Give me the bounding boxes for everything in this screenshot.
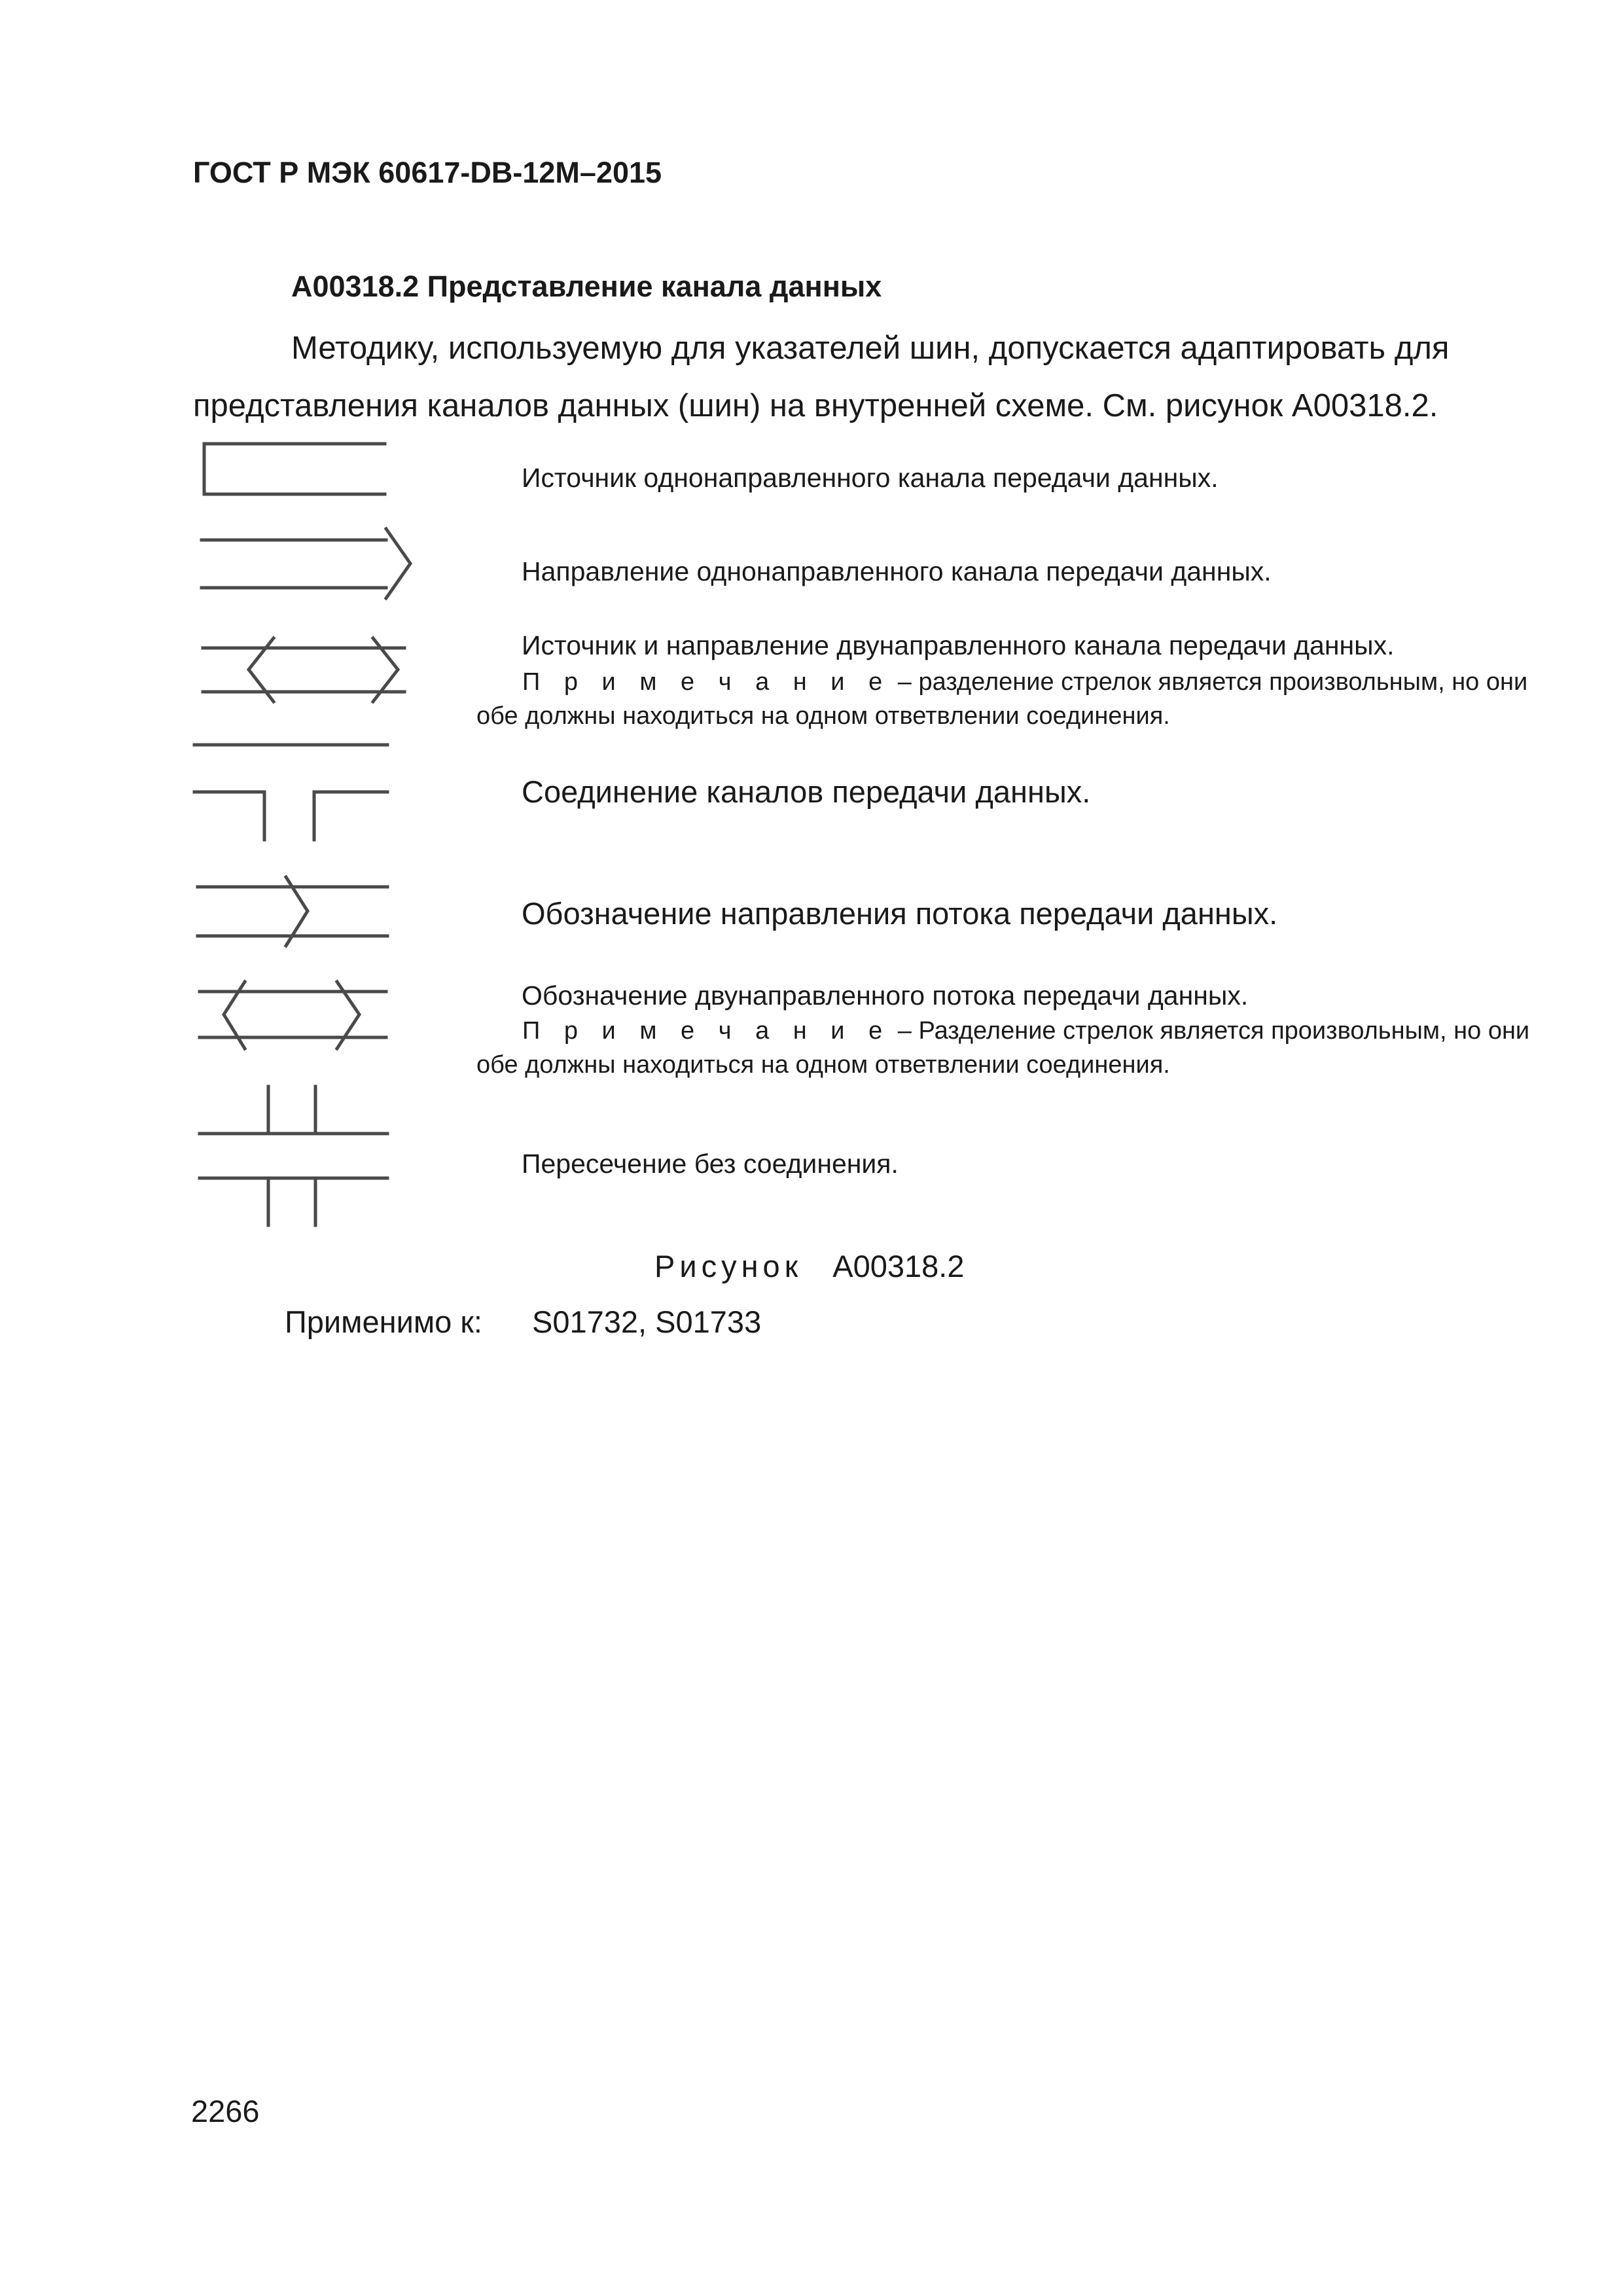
symbol-note-6: [476, 1014, 1530, 1082]
symbol-description-5: Обозначение направления потока передачи данных.: [522, 896, 1278, 931]
note-label: П р и м е ч а н и е: [522, 668, 891, 696]
figure-caption-word: Рисунок: [654, 1249, 803, 1283]
symbol-description-4: Соединение каналов передачи данных.: [522, 774, 1091, 809]
note-text-continuation: обе должны находиться на одном ответвлении соединения.: [476, 1051, 1170, 1079]
symbol-description-6: Обозначение двунаправленного потока передачи данных.: [522, 980, 1249, 1011]
note-label: П р и м е ч а н и е: [522, 1017, 891, 1045]
symbol-description-3: Источник и направление двунаправленного канала передачи данных.: [522, 630, 1395, 660]
bidirectional-source-direction-symbol-icon: [203, 638, 404, 702]
symbol-description-2: Направление однонаправленного канала передачи данных.: [522, 556, 1272, 586]
crossing-without-connection-symbol-icon: [200, 1086, 387, 1225]
channel-junction-symbol-icon: [194, 792, 387, 840]
symbol-description-1: Источник однонаправленного канала передачи данных.: [522, 463, 1219, 493]
figure-caption: [654, 1248, 965, 1284]
page-number: 2266: [191, 2094, 260, 2128]
applicability-line: [285, 1304, 761, 1340]
bidirectional-flow-symbol-icon: [200, 982, 386, 1049]
paragraph-line-2: представления каналов данных (шин) на внутренней схеме. См. рисунок A00318.2.: [193, 388, 1438, 423]
unidirectional-source-symbol-icon: [204, 444, 385, 494]
figure-caption-number: A00318.2: [832, 1249, 965, 1283]
section-heading: A00318.2 Представление канала данных: [291, 270, 882, 303]
applicability-label: Применимо к:: [285, 1304, 482, 1339]
unidirectional-direction-symbol-icon: [202, 529, 410, 598]
document-code-header: ГОСТ Р МЭК 60617-DB-12M–2015: [193, 156, 662, 189]
symbol-note-3: [476, 665, 1528, 733]
section-paragraph: [193, 319, 1508, 435]
paragraph-line-1: Методику, используемую для указателей шин, допускается адаптировать для: [291, 331, 1450, 366]
note-text-continuation: обе должны находиться на одном ответвлении соединения.: [476, 702, 1170, 730]
flow-direction-symbol-icon: [198, 877, 387, 946]
applicability-value: S01732, S01733: [532, 1304, 762, 1339]
note-text: – разделение стрелок является произвольным, но они: [897, 668, 1528, 696]
note-text: – Разделение стрелок является произвольным, но они: [897, 1017, 1530, 1045]
symbol-description-7: Пересечение без соединения.: [522, 1149, 899, 1179]
